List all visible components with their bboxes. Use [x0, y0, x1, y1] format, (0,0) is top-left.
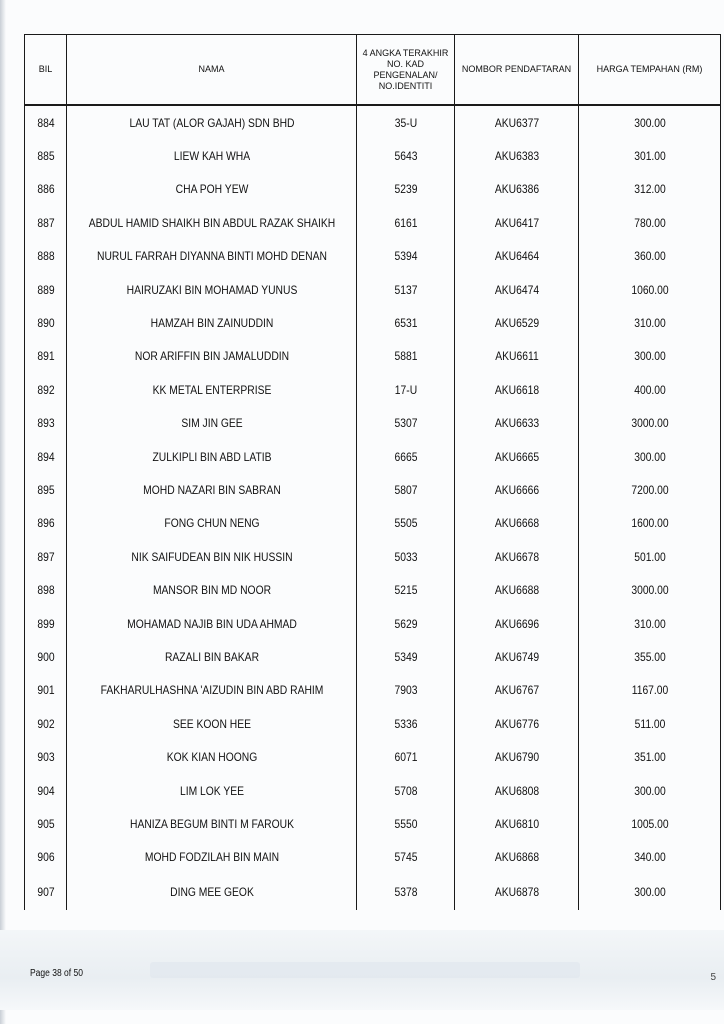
cell-price: 351.00: [588, 740, 710, 773]
cell-bil: 887: [27, 206, 63, 239]
cell-nama: FONG CHUN NENG: [87, 507, 336, 540]
cell-reg: AKU6611: [463, 340, 570, 373]
table-row: [25, 740, 721, 773]
cell-price: 300.00: [588, 340, 710, 373]
cell-nama: LIEW KAH WHA: [87, 139, 336, 172]
table-row: [25, 473, 721, 506]
cell-nama: CHA POH YEW: [87, 173, 336, 206]
cell-price: 300.00: [588, 774, 710, 807]
table-row: [25, 273, 721, 306]
cell-reg: AKU6464: [463, 240, 570, 273]
table-row: [25, 841, 721, 874]
cell-bil: 891: [27, 340, 63, 373]
table-row: [25, 340, 721, 373]
cell-price: 310.00: [588, 607, 710, 640]
cell-reg: AKU6790: [463, 740, 570, 773]
cell-bil: 889: [27, 273, 63, 306]
table-row: [25, 573, 721, 606]
cell-bil: 888: [27, 240, 63, 273]
cell-bil: 904: [27, 774, 63, 807]
cell-bil: 885: [27, 139, 63, 172]
cell-price: 3000.00: [588, 407, 710, 440]
cell-reg: AKU6618: [463, 373, 570, 406]
cell-id: 5239: [363, 173, 447, 206]
cell-nama: DING MEE GEOK: [87, 874, 336, 910]
cell-reg: AKU6633: [463, 407, 570, 440]
cell-price: 1600.00: [588, 507, 710, 540]
cell-reg: AKU6810: [463, 807, 570, 840]
cell-bil: 900: [27, 640, 63, 673]
table-row: [25, 674, 721, 707]
table-row: [25, 807, 721, 840]
cell-id: 5505: [363, 507, 447, 540]
table-row: [25, 507, 721, 540]
corner-mark: 5: [710, 972, 716, 983]
cell-id: 5629: [363, 607, 447, 640]
cell-price: 780.00: [588, 206, 710, 239]
table-row: [25, 607, 721, 640]
cell-bil: 906: [27, 841, 63, 874]
cell-reg: AKU6383: [463, 139, 570, 172]
cell-reg: AKU6868: [463, 841, 570, 874]
cell-nama: ABDUL HAMID SHAIKH BIN ABDUL RAZAK SHAIKH: [87, 206, 336, 239]
cell-bil: 890: [27, 306, 63, 339]
cell-reg: AKU6749: [463, 640, 570, 673]
cell-bil: 899: [27, 607, 63, 640]
cell-price: 300.00: [588, 874, 710, 910]
cell-id: 6161: [363, 206, 447, 239]
cell-nama: KOK KIAN HOONG: [87, 740, 336, 773]
table-row: [25, 139, 721, 172]
table-row: [25, 874, 721, 910]
cell-id: 6665: [363, 440, 447, 473]
cell-price: 312.00: [588, 173, 710, 206]
cell-price: 340.00: [588, 841, 710, 874]
cell-nama: LAU TAT (ALOR GAJAH) SDN BHD: [87, 105, 336, 139]
cell-price: 400.00: [588, 373, 710, 406]
cell-bil: 894: [27, 440, 63, 473]
cell-bil: 892: [27, 373, 63, 406]
cell-id: 5643: [363, 139, 447, 172]
table-row: [25, 105, 721, 139]
table-row: [25, 407, 721, 440]
cell-bil: 903: [27, 740, 63, 773]
cell-reg: AKU6474: [463, 273, 570, 306]
cell-id: 17-U: [363, 373, 447, 406]
table-row: [25, 707, 721, 740]
table-header-row: [25, 35, 721, 106]
cell-reg: AKU6386: [463, 173, 570, 206]
cell-id: 7903: [363, 674, 447, 707]
cell-nama: NOR ARIFFIN BIN JAMALUDDIN: [87, 340, 336, 373]
cell-reg: AKU6688: [463, 573, 570, 606]
table-row: [25, 173, 721, 206]
cell-id: 5807: [363, 473, 447, 506]
cell-bil: 905: [27, 807, 63, 840]
cell-bil: 893: [27, 407, 63, 440]
header-reg: NOMBOR PENDAFTARAN: [455, 35, 579, 106]
cell-bil: 886: [27, 173, 63, 206]
cell-nama: HAIRUZAKI BIN MOHAMAD YUNUS: [87, 273, 336, 306]
cell-bil: 902: [27, 707, 63, 740]
cell-id: 5745: [363, 841, 447, 874]
cell-nama: NIK SAIFUDEAN BIN NIK HUSSIN: [87, 540, 336, 573]
table-row: [25, 306, 721, 339]
cell-id: 5708: [363, 774, 447, 807]
cell-id: 5550: [363, 807, 447, 840]
header-nama: NAMA: [67, 35, 357, 106]
registration-table-container: [24, 34, 720, 922]
cell-reg: AKU6767: [463, 674, 570, 707]
cell-id: 6071: [363, 740, 447, 773]
cell-price: 301.00: [588, 139, 710, 172]
cell-nama: SIM JIN GEE: [87, 407, 336, 440]
cell-nama: MOHAMAD NAJIB BIN UDA AHMAD: [87, 607, 336, 640]
cell-reg: AKU6878: [463, 874, 570, 910]
cell-price: 1060.00: [588, 273, 710, 306]
cell-price: 355.00: [588, 640, 710, 673]
cell-bil: 895: [27, 473, 63, 506]
table-row: [25, 373, 721, 406]
footer-ghost-text: [150, 962, 580, 978]
table-row: [25, 540, 721, 573]
cell-reg: AKU6808: [463, 774, 570, 807]
cell-nama: MOHD NAZARI BIN SABRAN: [87, 473, 336, 506]
cell-reg: AKU6665: [463, 440, 570, 473]
table-row: [25, 774, 721, 807]
cell-nama: RAZALI BIN BAKAR: [87, 640, 336, 673]
cell-nama: SEE KOON HEE: [87, 707, 336, 740]
page-number: Page 38 of 50: [30, 968, 83, 979]
cell-nama: HANIZA BEGUM BINTI M FAROUK: [87, 807, 336, 840]
table-row: [25, 440, 721, 473]
cell-id: 5378: [363, 874, 447, 910]
cell-bil: 901: [27, 674, 63, 707]
header-id: 4 ANGKA TERAKHIR NO. KAD PENGENALAN/ NO.IDENTITI: [357, 35, 455, 106]
cell-reg: AKU6377: [463, 105, 570, 139]
table-row: [25, 206, 721, 239]
cell-id: 5336: [363, 707, 447, 740]
cell-price: 310.00: [588, 306, 710, 339]
table-row: [25, 640, 721, 673]
cell-id: 5137: [363, 273, 447, 306]
cell-id: 5881: [363, 340, 447, 373]
cell-bil: 896: [27, 507, 63, 540]
cell-id: 5394: [363, 240, 447, 273]
cell-price: 511.00: [588, 707, 710, 740]
scan-edge: [0, 0, 6, 1024]
cell-reg: AKU6529: [463, 306, 570, 339]
cell-nama: ZULKIPLI BIN ABD LATIB: [87, 440, 336, 473]
cell-nama: MOHD FODZILAH BIN MAIN: [87, 841, 336, 874]
cell-nama: NURUL FARRAH DIYANNA BINTI MOHD DENAN: [87, 240, 336, 273]
cell-bil: 884: [27, 105, 63, 139]
cell-price: 7200.00: [588, 473, 710, 506]
cell-reg: AKU6666: [463, 473, 570, 506]
cell-price: 360.00: [588, 240, 710, 273]
cell-price: 300.00: [588, 440, 710, 473]
cell-price: 3000.00: [588, 573, 710, 606]
cell-nama: KK METAL ENTERPRISE: [87, 373, 336, 406]
cell-id: 5307: [363, 407, 447, 440]
cell-nama: MANSOR BIN MD NOOR: [87, 573, 336, 606]
cell-reg: AKU6678: [463, 540, 570, 573]
cell-price: 1005.00: [588, 807, 710, 840]
cell-reg: AKU6417: [463, 206, 570, 239]
cell-id: 5349: [363, 640, 447, 673]
header-price: HARGA TEMPAHAN (RM): [579, 35, 721, 106]
cell-reg: AKU6776: [463, 707, 570, 740]
cell-reg: AKU6668: [463, 507, 570, 540]
cell-nama: LIM LOK YEE: [87, 774, 336, 807]
cell-nama: HAMZAH BIN ZAINUDDIN: [87, 306, 336, 339]
cell-id: 6531: [363, 306, 447, 339]
cell-id: 5033: [363, 540, 447, 573]
cell-id: 5215: [363, 573, 447, 606]
cell-id: 35-U: [363, 105, 447, 139]
table-row: [25, 240, 721, 273]
cell-price: 501.00: [588, 540, 710, 573]
cell-price: 1167.00: [588, 674, 710, 707]
cell-bil: 907: [27, 874, 63, 910]
header-bil: BIL: [25, 35, 67, 106]
registration-table: [24, 34, 721, 910]
cell-nama: FAKHARULHASHNA 'AIZUDIN BIN ABD RAHIM: [87, 674, 336, 707]
cell-bil: 897: [27, 540, 63, 573]
cell-reg: AKU6696: [463, 607, 570, 640]
cell-price: 300.00: [588, 105, 710, 139]
cell-bil: 898: [27, 573, 63, 606]
